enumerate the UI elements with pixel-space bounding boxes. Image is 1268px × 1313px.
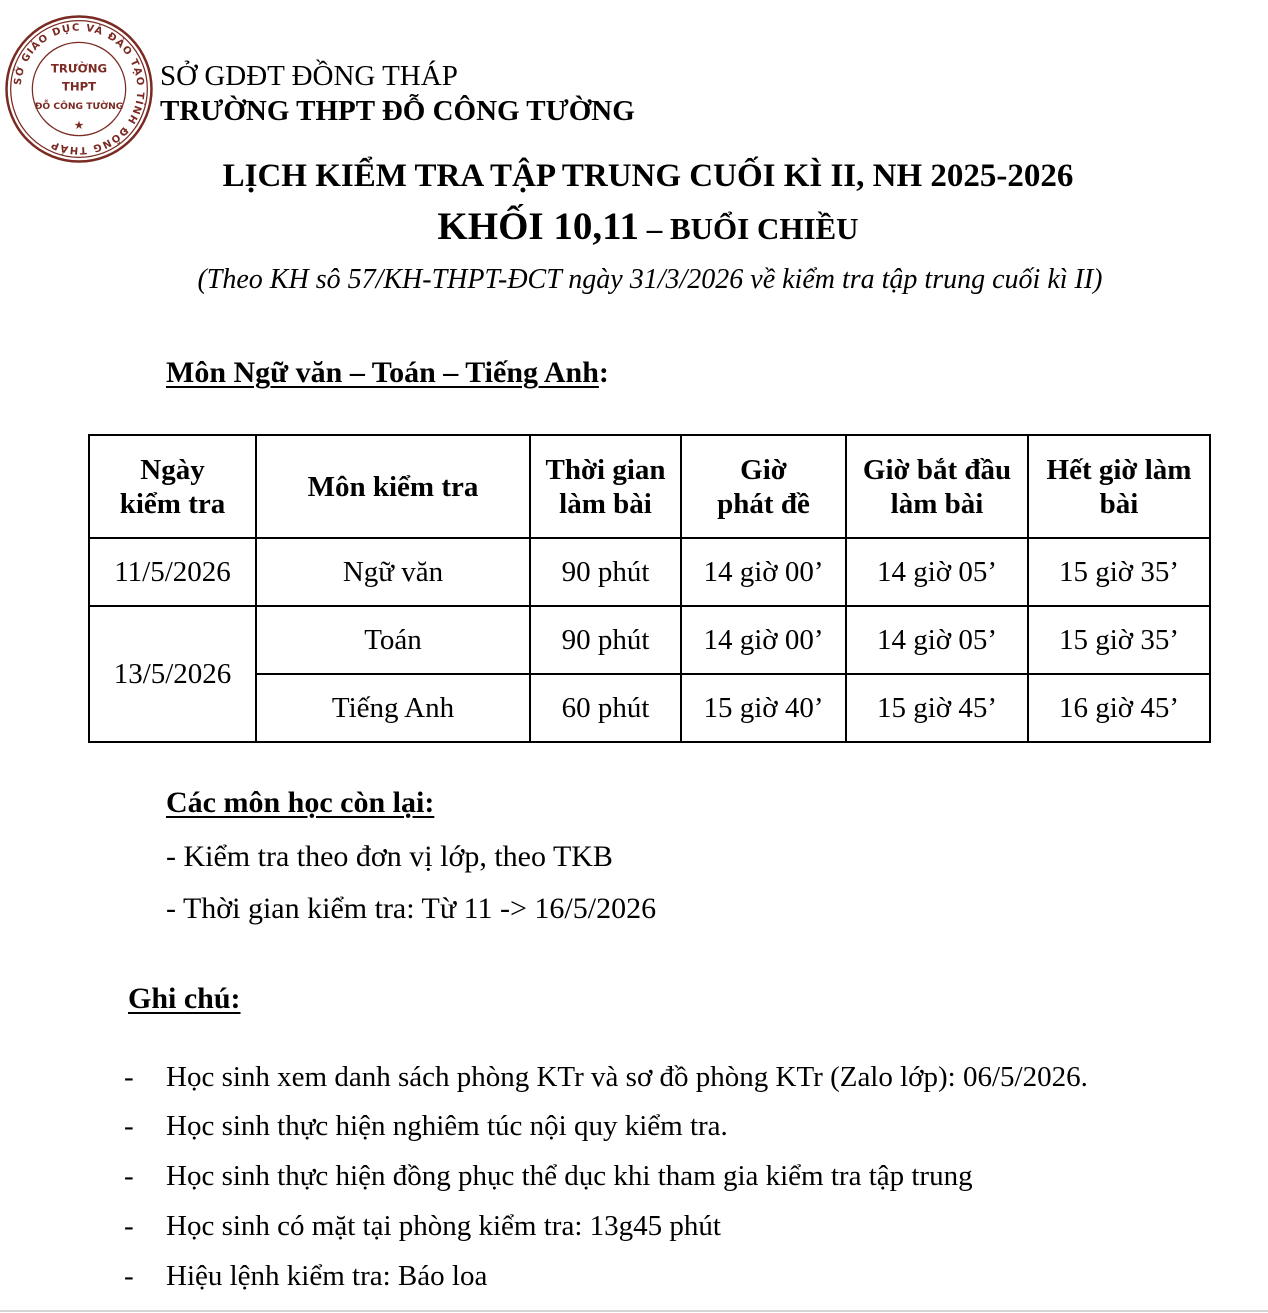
seal-inner-line1: TRƯỜNG <box>50 61 108 76</box>
cell-subject: Tiếng Anh <box>256 674 530 742</box>
cell-duration: 90 phút <box>530 538 681 606</box>
section-heading-main-subjects <box>166 356 609 390</box>
note-text: Hiệu lệnh kiểm tra: Báo loa <box>166 1260 488 1292</box>
table-row <box>89 538 1210 606</box>
seal-icon <box>4 14 154 164</box>
notes-heading-text: Ghi chú: <box>128 982 241 1015</box>
official-seal-stamp <box>4 14 154 164</box>
header-text: Môn kiểm tra <box>307 470 479 503</box>
note-text: Học sinh thực hiện nghiêm túc nội quy kiểm tra. <box>166 1110 728 1142</box>
section-heading-colon: : <box>598 356 609 389</box>
cell-date: 11/5/2026 <box>89 538 256 606</box>
section-heading-remaining-subjects <box>166 786 434 820</box>
header-start-time <box>846 435 1028 538</box>
cell-distribute-time: 14 giờ 00’ <box>681 606 846 674</box>
header-exam-date <box>89 435 256 538</box>
cell-start-time: 14 giờ 05’ <box>846 606 1028 674</box>
header-end-time <box>1028 435 1210 538</box>
header-subject <box>256 435 530 538</box>
header-text: Giờ <box>740 453 787 486</box>
note-item <box>124 1110 728 1143</box>
document-subtitle <box>0 204 1268 249</box>
school-name: TRƯỜNG THPT ĐỖ CÔNG TƯỜNG <box>160 95 635 127</box>
plan-reference: (Theo KH sô 57/KH-THPT-ĐCT ngày 31/3/2026 về kiểm tra tập trung cuối kì II) <box>197 264 1103 295</box>
cell-distribute-time: 14 giờ 00’ <box>681 538 846 606</box>
header-text: Ngày <box>140 453 205 486</box>
table-row <box>89 606 1210 674</box>
header-text: kiểm tra <box>119 487 226 520</box>
note-item <box>124 1210 721 1243</box>
note-item <box>124 1160 973 1193</box>
cell-end-time: 15 giờ 35’ <box>1028 538 1210 606</box>
bullet-dash: - <box>124 1210 134 1242</box>
table-row <box>89 674 1210 742</box>
seal-outer-text: SỞ GIÁO DỤC VÀ ĐÀO TẠO TỈNH ĐỒNG THÁP <box>12 22 146 156</box>
document-title: LỊCH KIỂM TRA TẬP TRUNG CUỐI KÌ II, NH 2025-2026 <box>222 158 1074 194</box>
grade-label: KHỐI 10,11 <box>437 205 639 248</box>
note-text: Học sinh xem danh sách phòng KTr và sơ đồ phòng KTr (Zalo lớp): 06/5/2026. <box>166 1061 1088 1093</box>
bullet-dash: - <box>124 1061 134 1093</box>
table-header-row <box>89 435 1210 538</box>
section-heading-text: Môn Ngữ văn – Toán – Tiếng Anh <box>166 356 599 389</box>
header-text: làm bài <box>559 487 652 520</box>
note-item <box>124 1260 487 1293</box>
note-text: Học sinh thực hiện đồng phục thể dục khi tham gia kiểm tra tập trung <box>166 1160 973 1192</box>
notes-heading <box>128 982 241 1016</box>
header-text: Thời gian <box>545 453 666 486</box>
cell-start-time: 15 giờ 45’ <box>846 674 1028 742</box>
exam-schedule-table <box>88 434 1211 743</box>
header-duration <box>530 435 681 538</box>
cell-subject: Toán <box>256 606 530 674</box>
section-heading-text: Các môn học còn lại: <box>166 786 435 819</box>
cell-end-time: 16 giờ 45’ <box>1028 674 1210 742</box>
cell-subject: Ngữ văn <box>256 538 530 606</box>
cell-duration: 90 phút <box>530 606 681 674</box>
header-text: Giờ bắt đầu <box>862 453 1012 486</box>
cell-date: 13/5/2026 <box>89 606 256 742</box>
remaining-subjects-item: - Kiểm tra theo đơn vị lớp, theo TKB <box>166 840 613 873</box>
cell-distribute-time: 15 giờ 40’ <box>681 674 846 742</box>
header-paper-distribution-time <box>681 435 846 538</box>
department-name: SỞ GDĐT ĐỒNG THÁP <box>160 60 458 92</box>
bullet-dash: - <box>124 1260 134 1292</box>
session-label: – BUỔI CHIỀU <box>638 211 859 246</box>
cell-end-time: 15 giờ 35’ <box>1028 606 1210 674</box>
note-item <box>124 1061 1088 1094</box>
remaining-subjects-item: - Thời gian kiểm tra: Từ 11 -> 16/5/2026 <box>166 892 657 925</box>
seal-star-icon: ★ <box>73 118 85 132</box>
seal-inner-line2: THPT <box>61 79 97 94</box>
header-text: làm bài <box>890 487 984 520</box>
cell-start-time: 14 giờ 05’ <box>846 538 1028 606</box>
header-text: phát đề <box>717 487 810 520</box>
note-text: Học sinh có mặt tại phòng kiểm tra: 13g45 phút <box>166 1210 721 1242</box>
cell-duration: 60 phút <box>530 674 681 742</box>
bullet-dash: - <box>124 1160 134 1192</box>
bullet-dash: - <box>124 1110 134 1142</box>
seal-inner-line3: ĐỖ CÔNG TƯỜNG <box>34 101 124 113</box>
header-text: bài <box>1099 487 1139 520</box>
header-text: Hết giờ làm <box>1046 453 1192 486</box>
